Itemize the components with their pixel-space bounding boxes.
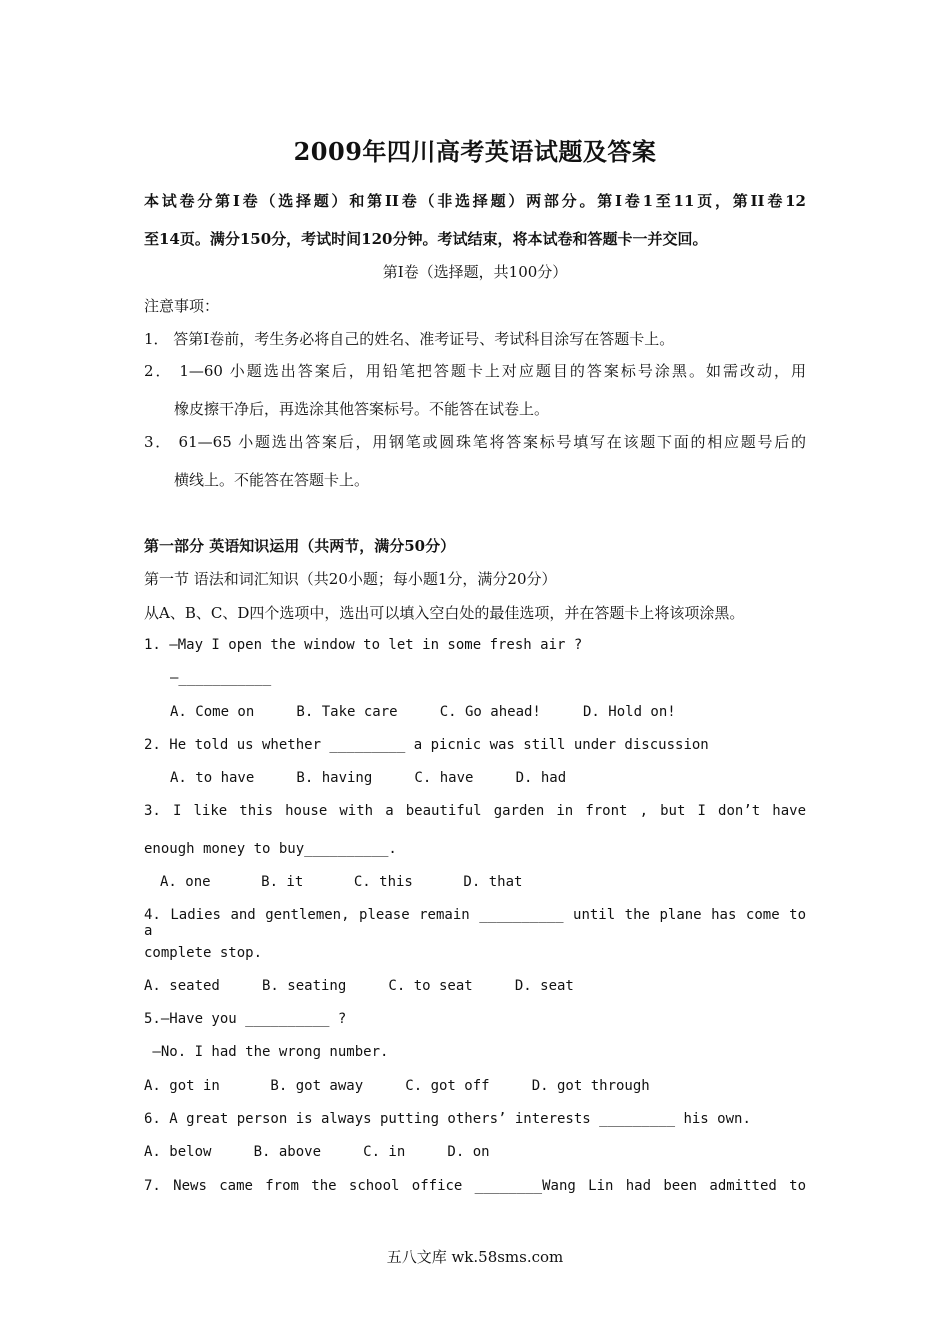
intro-line-2: 至14页。满分150分，考试时间120分钟。考试结束，将本试卷和答题卡一并交回。 (144, 230, 708, 248)
notice-item-2-cont: 橡皮擦干净后，再选涂其他答案标号。不能答在试卷上。 (174, 400, 550, 418)
notice-item-3: 3． 61—65 小题选出答案后，用钢笔或圆珠笔将答案标号填写在该题下面的相应题号后的 (144, 433, 806, 451)
q4-stem-1: 4. Ladies and gentlemen, please remain __________ until the plane has come to a (144, 907, 806, 939)
q3-options: A. one B. it C. this D. that (160, 874, 523, 890)
q5-reply: —No. I had the wrong number. (144, 1044, 389, 1060)
q2-options: A. to have B. having C. have D. had (170, 770, 567, 786)
notice-item-3-cont: 横线上。不能答在答题卡上。 (174, 471, 370, 489)
q1-reply: —___________ (170, 670, 272, 686)
q5-stem: 5.—Have you __________ ? (144, 1011, 347, 1027)
page-title: 2009年四川高考英语试题及答案 (293, 137, 657, 166)
footer-watermark: 五八文库 wk.58sms.com (386, 1248, 564, 1266)
notice-title: 注意事项： (144, 297, 220, 315)
q5-options: A. got in B. got away C. got off D. got through (144, 1078, 650, 1094)
q6-stem: 6. A great person is always putting others’ interests _________ his own. (144, 1111, 751, 1127)
part1-instruction: 从A、B、C、D四个选项中，选出可以填入空白处的最佳选项，并在答题卡上将该项涂黑。 (144, 604, 745, 622)
q6-options: A. below B. above C. in D. on (144, 1144, 490, 1160)
part1-section1: 第一节 语法和词汇知识（共20小题；每小题1分，满分20分） (144, 570, 557, 588)
q3-stem-1: 3. I like this house with a beautiful garden in front , but I don’t have (144, 803, 806, 819)
q7-stem: 7. News came from the school office ________Wang Lin had been admitted to (144, 1178, 806, 1194)
q3-stem-2: enough money to buy__________. (144, 841, 397, 857)
q4-options: A. seated B. seating C. to seat D. seat (144, 978, 574, 994)
intro-line-1: 本试卷分第Ⅰ卷（选择题）和第II卷（非选择题）两部分。第Ⅰ卷1至11页，第II卷12 (144, 192, 806, 210)
q4-stem-2: complete stop. (144, 945, 263, 961)
notice-item-2: 2． 1—60 小题选出答案后，用铅笔把答题卡上对应题目的答案标号涂黑。如需改动，用 (144, 362, 806, 380)
notice-item-1: 1． 答第Ⅰ卷前，考生务必将自己的姓名、准考证号、考试科目涂写在答题卡上。 (144, 330, 675, 348)
section-heading: 第Ⅰ卷（选择题，共100分） (382, 263, 568, 281)
part1-title: 第一部分 英语知识运用（共两节，满分50分） (144, 537, 456, 555)
q1-stem: 1. —May I open the window to let in some fresh air ? (144, 637, 583, 653)
q1-options: A. Come on B. Take care C. Go ahead! D. Hold on! (170, 704, 676, 720)
q2-stem: 2. He told us whether _________ a picnic was still under discussion (144, 737, 709, 753)
